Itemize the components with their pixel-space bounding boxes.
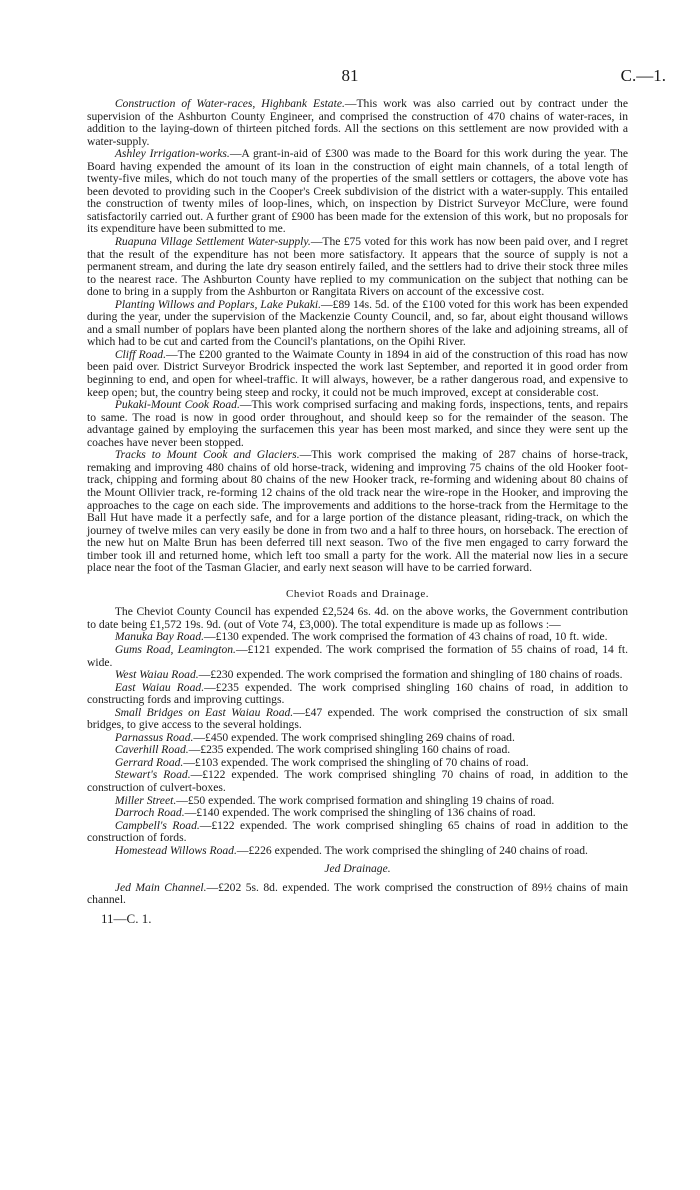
paragraph-heading: Jed Main Channel. — [114, 880, 207, 894]
paragraph-heading: Small Bridges on East Waiau Road. — [114, 705, 294, 719]
paragraph-heading: East Waiau Road. — [114, 680, 205, 694]
paragraph-stewarts — [87, 769, 628, 794]
page-number: 81 — [341, 66, 359, 85]
paragraph-text: —£50 expended. The work comprised formation and shingling 19 chains of road. — [176, 793, 555, 807]
paragraph-heading: Planting Willows and Poplars, Lake Pukaki. — [114, 297, 322, 311]
document-code: C.—1. — [620, 66, 666, 85]
paragraph-text: —£47 expended. The work comprised the construction of six small bridges, to give access to the several holdings. — [87, 705, 629, 732]
paragraph-text: —The £200 granted to the Waimate County in 1894 in aid of the construction of this road has now been paid over. District Surveyor Brodrick inspected the work last September, and reported it in good order from beginning to end, and open for wheel-traffic. It will always, however, be a rather dangerous road, and expensive to keep open; but, the country being steep and rocky, it could not be much improved, except at considerable cost. — [87, 347, 629, 399]
paragraph-pukaki-planting — [87, 299, 628, 349]
paragraph-text: —£140 expended. The work comprised the shingling of 136 chains of road. — [184, 806, 536, 820]
paragraph-heading: Ashley Irrigation-works. — [114, 147, 230, 161]
paragraph-text: —£450 expended. The work comprised shingling 269 chains of road. — [193, 730, 515, 744]
paragraph-text: —This work comprised surfacing and making fords, inspections, tents, and repairs to same. The road is now in good order throughout, and should keep so for the remainder of the season. The advantage gained by employing the surfacemen this year has been most marked, and since they were sent up the coaches have never been stopped. — [87, 398, 628, 449]
paragraph-campbells — [87, 820, 628, 845]
paragraph-jed-channel — [87, 882, 628, 907]
section-heading-cheviot: Cheviot Roads and Drainage. — [285, 587, 430, 600]
paragraph-heading: Campbell's Road. — [114, 818, 200, 832]
paragraph-heading: Gums Road, Leamington. — [114, 642, 236, 656]
paragraph-heading: Parnassus Road. — [114, 730, 194, 744]
paragraph-cheviot-intro — [87, 606, 628, 631]
paragraph-ruapuna — [87, 236, 628, 299]
footer-signature: 11—C. 1. — [101, 910, 152, 926]
paragraph-heading: Ruapuna Village Settlement Water-supply. — [114, 235, 311, 249]
paragraph-heading: Construction of Water-races, Highbank Estate. — [114, 97, 345, 110]
paragraph-homestead — [87, 845, 628, 858]
paragraph-text: —£202 5s. 8d. expended. The work comprised the construction of 89½ chains of main channel. — [87, 880, 628, 907]
paragraph-heading: Tracks to Mount Cook and Glaciers. — [114, 448, 300, 462]
paragraph-tracks — [87, 449, 628, 574]
paragraph-text: —This work comprised the making of 287 chains of horse-track, remaking and improving 480 chains of old horse-track, widening and improving 75 chains of the old Hooker foot-track, chipping and forming about 80 chains of the new Hooker track, re-forming and widening about 80 chains of the Mount Ollivier track, re-forming 12 chains of the old track near the wire-rope in the Hooker, and improving the approaches to the cage on each side. The improvements and additions to the horse-track from the Hermitage to the Ball Hut have made it a perfectly safe, and for a large portion of the distance pleasant, riding-track, on which the journey of twelve miles can very easily be done in from two and a half to three hours, on horseback. The erection of the new hut on Malte Brun has been deferred till next season. Two of the five men engaged to carry forward the timber took ill and returned home, which left too small a party for the work. All the material now lies in a secure place near the foot of the Tasman Glacier, and early next season will have to be carried forward. — [87, 448, 629, 575]
paragraph-text: —£130 expended. The work comprised the formation of 43 chains of road, 10 ft. wide. — [204, 630, 608, 644]
paragraph-text: —£89 14s. 5d. of the £100 voted for this work has been expended during the year, under the supervision of the Mackenzie County Council, and, so far, about eight thousand willows and a small number of poplars have been planted along the northern shores of the lake and adjoining streams, all of which had to be cut and carted from the Council's plantations, on the Opihi River. — [87, 297, 628, 349]
paragraph-text: —£235 expended. The work comprised shingling 160 chains of road, in addition to constructing fords and improving cuttings. — [87, 680, 629, 707]
paragraph-highbank — [87, 98, 628, 148]
paragraph-text: —This work was also carried out by contract under the supervision of the Ashburton County Engineer, and comprised the construction of 470 chains of water-races, in addition to the laying-down of thirteen pitched fords. All the sections on this settlement are now provided with a water-supply. — [87, 97, 629, 148]
paragraph-heading: Pukaki-Mount Cook Road. — [114, 398, 240, 412]
paragraph-heading: Darroch Road. — [114, 806, 185, 820]
paragraph-heading: Homestead Willows Road. — [114, 843, 237, 857]
paragraph-heading: Miller Street. — [114, 793, 177, 807]
paragraph-text: The Cheviot County Council has expended £2,524 6s. 4d. on the above works, the Government contribution to date being £1,572 19s. 9d. (out of Vote 74, £3,000). The total expenditure is made up as follows :— — [87, 605, 628, 631]
paragraph-heading: Caverhill Road. — [114, 743, 189, 757]
paragraph-text: —£235 expended. The work comprised shingling 160 chains of road. — [188, 743, 511, 757]
paragraph-text: —£103 expended. The work comprised the shingling of 70 chains of road. — [183, 755, 529, 769]
paragraph-heading: Manuka Bay Road. — [114, 630, 205, 644]
paragraph-text: —£226 expended. The work comprised the shingling of 240 chains of road. — [236, 843, 588, 857]
subsection-heading-jed: Jed Drainage. — [324, 862, 391, 876]
paragraph-text: —£122 expended. The work comprised shingling 70 chains of road, in addition to the construction of culvert-boxes. — [87, 768, 628, 794]
paragraph-small-bridges — [87, 707, 628, 732]
paragraph-cliff-road — [87, 349, 628, 399]
paragraph-text: —The £75 voted for this work has now been paid over, and I regret that the result of the expenditure has not been more satisfactory. It appears that the source of supply is not a permanent stream, and during the late dry season entirely failed, and the settlers had to drive their stock three miles to the nearest race. The Ashburton County have replied to my communication on the subject that nothing can be done to bring in a supply from the Ashburton or Rangitata Rivers on account of the excessive cost. — [87, 235, 628, 299]
paragraph-heading: Stewart's Road. — [114, 768, 191, 782]
paragraph-gums — [87, 644, 628, 669]
body-text — [87, 98, 628, 907]
paragraph-mount-cook-road — [87, 399, 628, 449]
paragraph-text: —£121 expended. The work comprised the formation of 55 chains of road, 14 ft. wide. — [87, 642, 628, 669]
paragraph-ashley — [87, 148, 628, 236]
paragraph-east-waiau — [87, 682, 628, 707]
paragraph-heading: West Waiau Road. — [114, 668, 199, 682]
paragraph-text: —£230 expended. The work comprised the formation and shingling of 180 chains of roads. — [198, 668, 623, 682]
paragraph-heading: Cliff Road. — [114, 347, 167, 361]
paragraph-text: —A grant-in-aid of £300 was made to the Board for this work during the year. The Board having expended the amount of its loan in the construction of eight main channels, of a total length of twenty-five miles, which do not touch many of the properties of the small settlers or cottagers, the above vote has been devoted to providing such in the Cooper's Creek subdivision of the district with a water-supply. This entailed the construction of twenty miles of loop-lines, which, on inspection by District Surveyor McClure, were found satisfactorily carried out. A further grant of £900 has been made for the extension of this work, but no proposals for its expenditure have been submitted to me. — [87, 147, 629, 236]
paragraph-heading: Gerrard Road. — [114, 755, 184, 769]
paragraph-text: —£122 expended. The work comprised shingling 65 chains of road in addition to the construction of fords. — [87, 818, 628, 845]
